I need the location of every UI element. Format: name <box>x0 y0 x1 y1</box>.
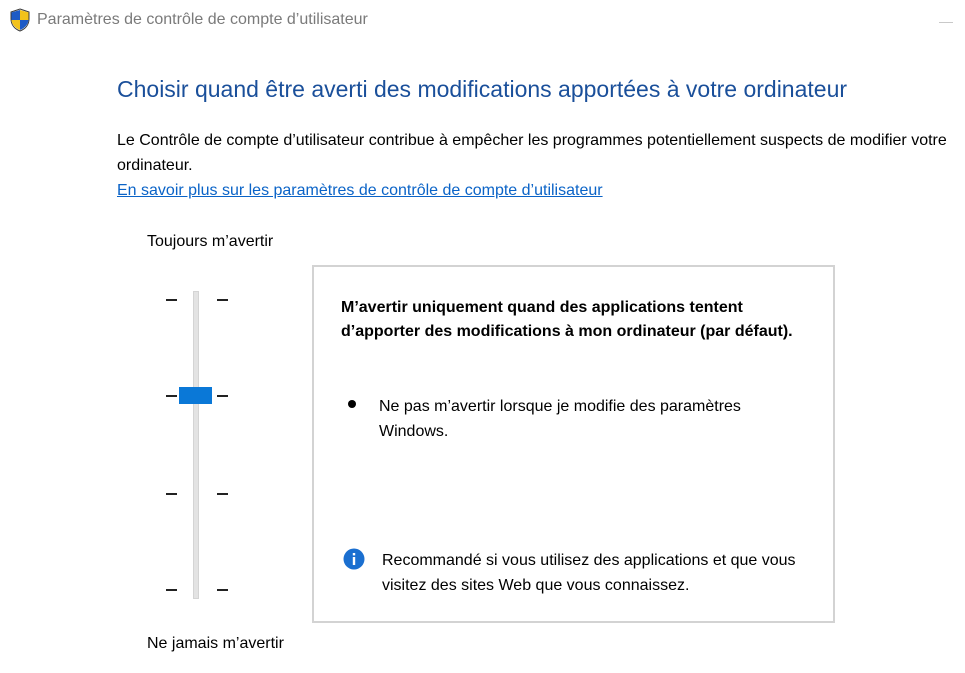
slider-bottom-label: Ne jamais m’avertir <box>147 635 284 652</box>
notification-level-slider[interactable] <box>160 285 236 605</box>
slider-tick-left <box>166 299 177 301</box>
page-heading: Choisir quand être averti des modifications apportées à votre ordinateur <box>117 76 848 102</box>
window-title: Paramètres de contrôle de compte d’utilisateur <box>37 11 368 28</box>
level-bullet-text: Ne pas m’avertir lorsque je modifie des paramètres Windows. <box>379 398 741 440</box>
page-description: Le Contrôle de compte d’utilisateur contribue à empêcher les programmes potentiellement suspects de modifier votre ordinateur. <box>117 132 947 174</box>
slider-track[interactable] <box>193 291 199 599</box>
bullet-icon <box>348 400 356 408</box>
uac-shield-icon <box>9 8 31 32</box>
slider-tick-left <box>166 589 177 591</box>
level-title: M’avertir uniquement quand des applications tentent d’apporter des modifications à mon ordinateur (par défaut). <box>341 299 793 340</box>
recommendation-text: Recommandé si vous utilisez des applications et que vous visitez des sites Web que vous connaissez. <box>382 552 796 594</box>
title-bar <box>0 0 965 40</box>
info-icon <box>343 548 365 570</box>
minimize-button[interactable] <box>939 14 953 23</box>
learn-more-link[interactable]: En savoir plus sur les paramètres de contrôle de compte d’utilisateur <box>117 182 603 199</box>
slider-thumb[interactable] <box>179 387 212 404</box>
slider-tick-left <box>166 395 177 397</box>
slider-tick-right <box>217 395 228 397</box>
level-description-panel <box>312 265 835 623</box>
slider-tick-right <box>217 493 228 495</box>
slider-tick-right <box>217 299 228 301</box>
slider-tick-left <box>166 493 177 495</box>
slider-tick-right <box>217 589 228 591</box>
slider-top-label: Toujours m’avertir <box>147 233 274 250</box>
